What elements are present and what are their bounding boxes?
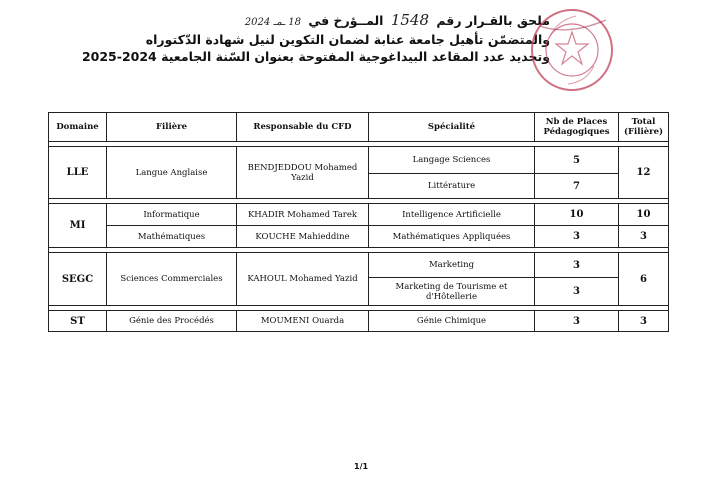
specialite-cell: Littérature: [369, 174, 535, 199]
domaine-cell: MI: [49, 204, 107, 248]
domaine-cell: SEGC: [49, 253, 107, 306]
total-cell: 6: [619, 253, 669, 306]
total-cell: 3: [619, 311, 669, 332]
filiere-cell: Langue Anglaise: [107, 147, 237, 199]
header-specialite: Spécialité: [369, 113, 535, 142]
domaine-cell: ST: [49, 311, 107, 332]
header-responsable: Responsable du CFD: [237, 113, 369, 142]
table-row: [49, 311, 669, 332]
total-cell: 3: [619, 226, 669, 248]
page-number: 1/1: [354, 462, 369, 471]
official-seal-icon: [528, 6, 616, 94]
places-cell: 3: [535, 253, 619, 278]
header-domaine: Domaine: [49, 113, 107, 142]
responsable-cell: KOUCHE Mahieddine: [237, 226, 369, 248]
document-header: [81, 11, 550, 65]
places-cell: 7: [535, 174, 619, 199]
total-cell: 10: [619, 204, 669, 226]
places-cell: 5: [535, 147, 619, 174]
places-cell: 3: [535, 311, 619, 332]
responsable-cell: KAHOUL Mohamed Yazid: [237, 253, 369, 306]
doctorate-places-table: [48, 112, 669, 332]
header-line-3: وتحديد عدد المقاعد البيداغوجية المفتوحة بعنوان السّنة الجامعية 2024-2025: [81, 49, 550, 64]
domaine-cell: LLE: [49, 147, 107, 199]
table-row: [49, 226, 669, 248]
header-date-label: المــؤرخ في: [308, 13, 384, 28]
specialite-cell: Langage Sciences: [369, 147, 535, 174]
header-filiere: Filière: [107, 113, 237, 142]
places-cell: 10: [535, 204, 619, 226]
table-header-row: [49, 113, 669, 142]
table-row: [49, 253, 669, 278]
decision-number: 1548: [390, 11, 430, 29]
specialite-cell: Génie Chimique: [369, 311, 535, 332]
filiere-cell: Génie des Procédés: [107, 311, 237, 332]
responsable-cell: BENDJEDDOU Mohamed Yazid: [237, 147, 369, 199]
specialite-cell: Marketing: [369, 253, 535, 278]
filiere-cell: Sciences Commerciales: [107, 253, 237, 306]
specialite-cell: Marketing de Tourisme et d'Hôtellerie: [369, 278, 535, 306]
responsable-cell: KHADIR Mohamed Tarek: [237, 204, 369, 226]
header-total: Total (Filière): [619, 113, 669, 142]
places-cell: 3: [535, 278, 619, 306]
total-cell: 12: [619, 147, 669, 199]
header-line-2: والمتضمّن تأهيل جامعة عنابة لضمان التكوين لنيل شهادة الدّكتوراه: [145, 32, 550, 47]
header-line-1: [150, 12, 550, 31]
specialite-cell: Intelligence Artificielle: [369, 204, 535, 226]
header-prefix-text: ملحق بالقـرار رقم: [436, 13, 550, 28]
header-nb-places: Nb de Places Pédagogiques: [535, 113, 619, 142]
specialite-cell: Mathématiques Appliquées: [369, 226, 535, 248]
filiere-cell: Mathématiques: [107, 226, 237, 248]
places-cell: 3: [535, 226, 619, 248]
responsable-cell: MOUMENI Ouarda: [237, 311, 369, 332]
filiere-cell: Informatique: [107, 204, 237, 226]
table-row: [49, 147, 669, 174]
table-row: [49, 204, 669, 226]
decision-date: 18 ـمـ 2024: [244, 17, 301, 28]
